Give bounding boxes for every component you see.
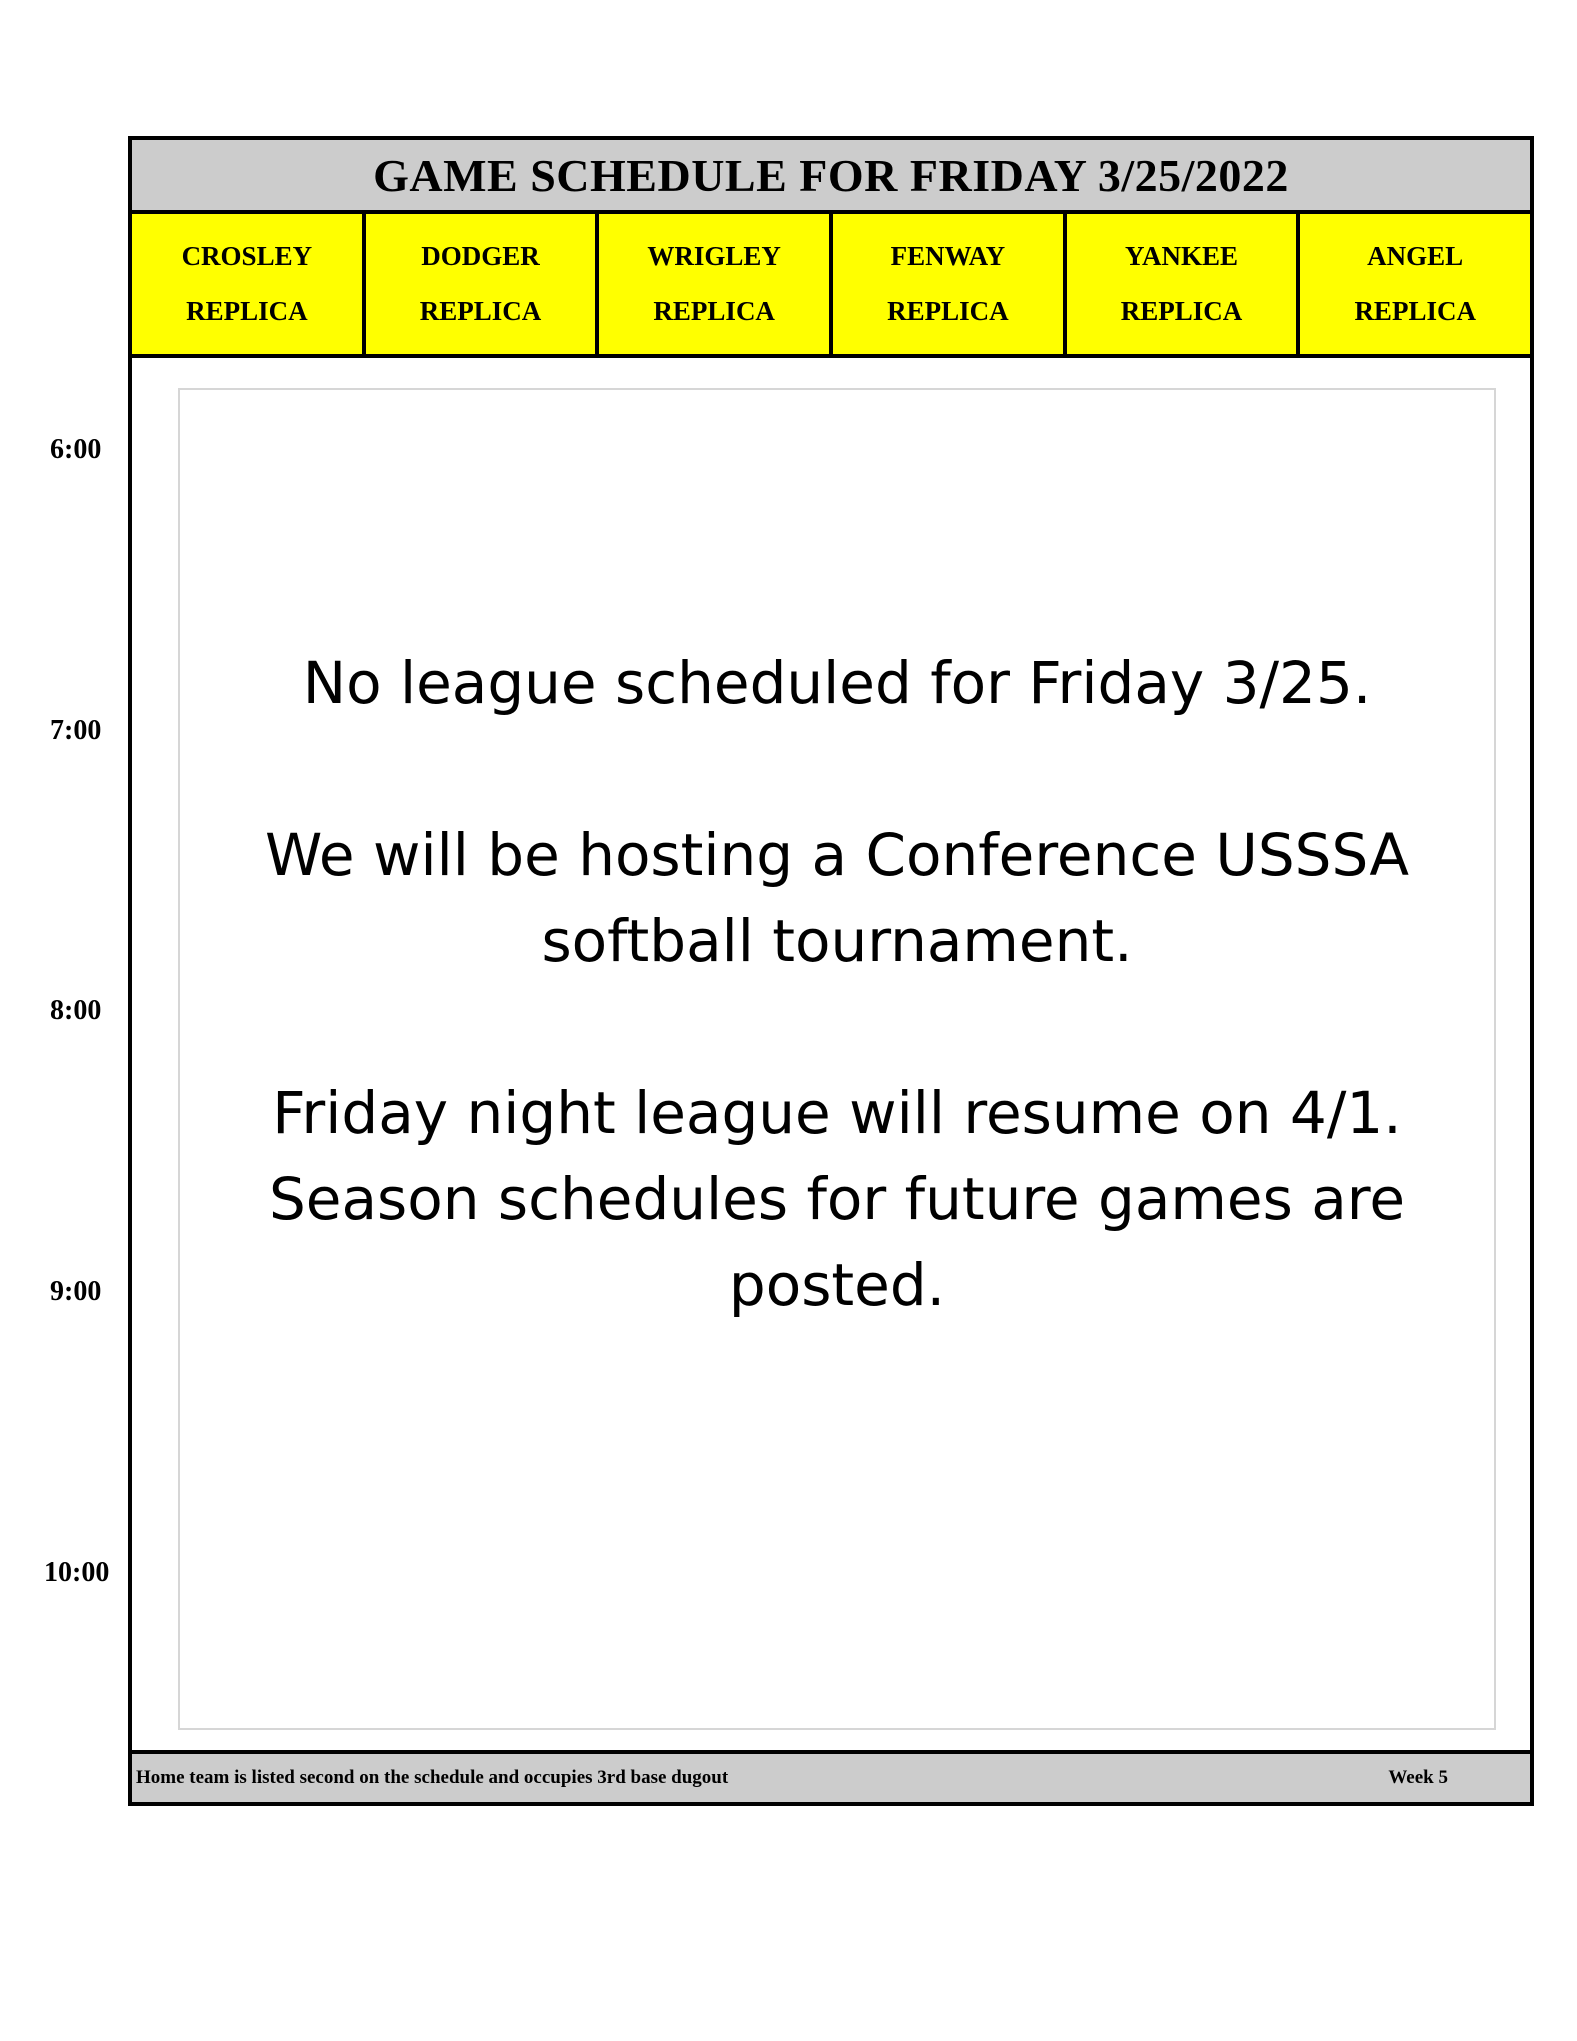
time-label-6: 6:00 [50, 434, 102, 465]
schedule-title: GAME SCHEDULE FOR FRIDAY 3/25/2022 [132, 140, 1530, 214]
announcement-line-resume-3: posted. [728, 1251, 946, 1319]
field-header-dodger [366, 214, 600, 354]
announcement-line-tournament-2: softball tournament. [541, 907, 1133, 975]
field-sub: REPLICA [653, 296, 775, 326]
field-sub: REPLICA [419, 296, 542, 326]
field-header-crosley [132, 214, 366, 354]
time-label-10: 10:00 [44, 1557, 110, 1588]
field-header-wrigley [599, 214, 833, 354]
announcement-line-resume-1: Friday night league will resume on 4/1. [272, 1079, 1402, 1147]
field-name: YANKEE [1125, 241, 1239, 271]
week-label: Week 5 [1388, 1767, 1448, 1788]
announcement-line-no-league: No league scheduled for Friday 3/25. [302, 649, 1372, 717]
announcement-line-tournament-1: We will be hosting a Conference USSSA [264, 821, 1410, 889]
announcement-line-resume-2: Season schedules for future games are [268, 1165, 1406, 1233]
field-sub: REPLICA [887, 296, 1009, 326]
field-header-yankee [1067, 214, 1301, 354]
announcement-box [178, 388, 1496, 1730]
footer-bar [132, 1750, 1530, 1802]
time-label-9: 9:00 [50, 1276, 102, 1307]
field-sub: REPLICA [186, 296, 308, 326]
field-name: DODGER [421, 241, 540, 271]
time-label-8: 8:00 [50, 995, 102, 1026]
field-header-angel [1300, 214, 1530, 354]
field-header-fenway [833, 214, 1067, 354]
field-name: WRIGLEY [647, 241, 781, 271]
field-header-row [132, 214, 1530, 358]
field-name: CROSLEY [181, 241, 313, 271]
time-label-7: 7:00 [50, 715, 102, 746]
field-name: ANGEL [1367, 241, 1464, 271]
footer-note: Home team is listed second on the schedule and occupies 3rd base dugout [136, 1767, 729, 1788]
field-sub: REPLICA [1354, 296, 1476, 326]
field-sub: REPLICA [1120, 296, 1243, 326]
field-name: FENWAY [890, 241, 1006, 271]
schedule-table [128, 136, 1534, 1806]
